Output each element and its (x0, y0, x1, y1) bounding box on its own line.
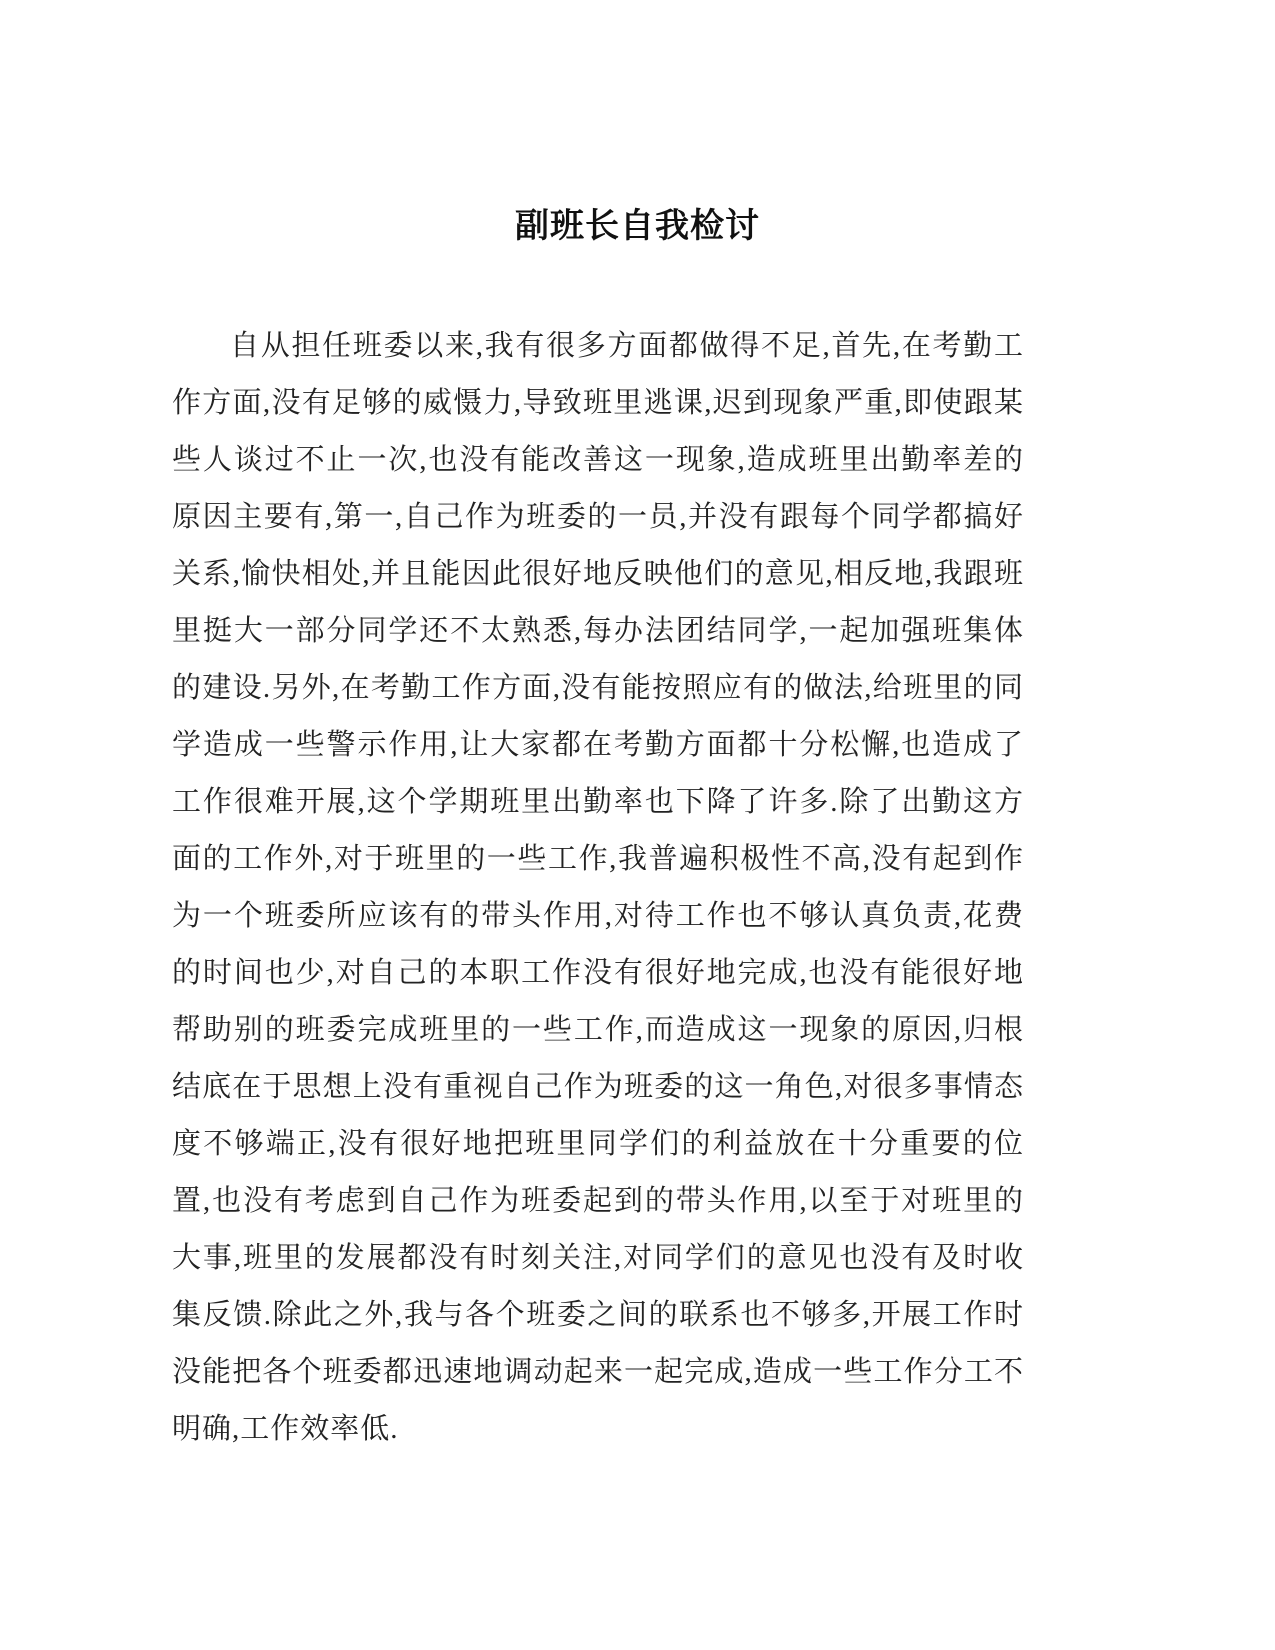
page-title: 副班长自我检讨 (515, 207, 760, 245)
body-paragraph: 自从担任班委以来,我有很多方面都做得不足,首先,在考勤工作方面,没有足够的威慑力,导致班里逃课,迟到现象严重,即使跟某些人谈过不止一次,也没有能改善这一现象,造成班里出勤率差的原因主要有,第一,自己作为班委的一员,并没有跟每个同学都搞好关系,愉快相处,并且能因此很好地反映他们的意见,相反地,我跟班里挺大一部分同学还不太熟悉,每办法团结同学,一起加强班集体的建设.另外,在考勤工作方面,没有能按照应有的做法,给班里的同学造成一些警示作用,让大家都在考勤方面都十分松懈,也造成了工作很难开展,这个学期班里出勤率也下降了许多.除了出勤这方面的工作外,对于班里的一些工作,我普遍积极性不高,没有起到作为一个班委所应该有的带头作用,对待工作也不够认真负责,花费的时间也少,对自己的本职工作没有很好地完成,也没有能很好地帮助别的班委完成班里的一些工作,而造成这一现象的原因,归根结底在于思想上没有重视自己作为班委的这一角色,对很多事情态度不够端正,没有很好地把班里同学们的利益放在十分重要的位置,也没有考虑到自己作为班委起到的带头作用,以至于对班里的大事,班里的发展都没有时刻关注,对同学们的意见也没有及时收集反馈.除此之外,我与各个班委之间的联系也不够多,开展工作时没能把各个班委都迅速地调动起来一起完成,造成一些工作分工不明确,工作效率低. (172, 330, 1024, 1445)
